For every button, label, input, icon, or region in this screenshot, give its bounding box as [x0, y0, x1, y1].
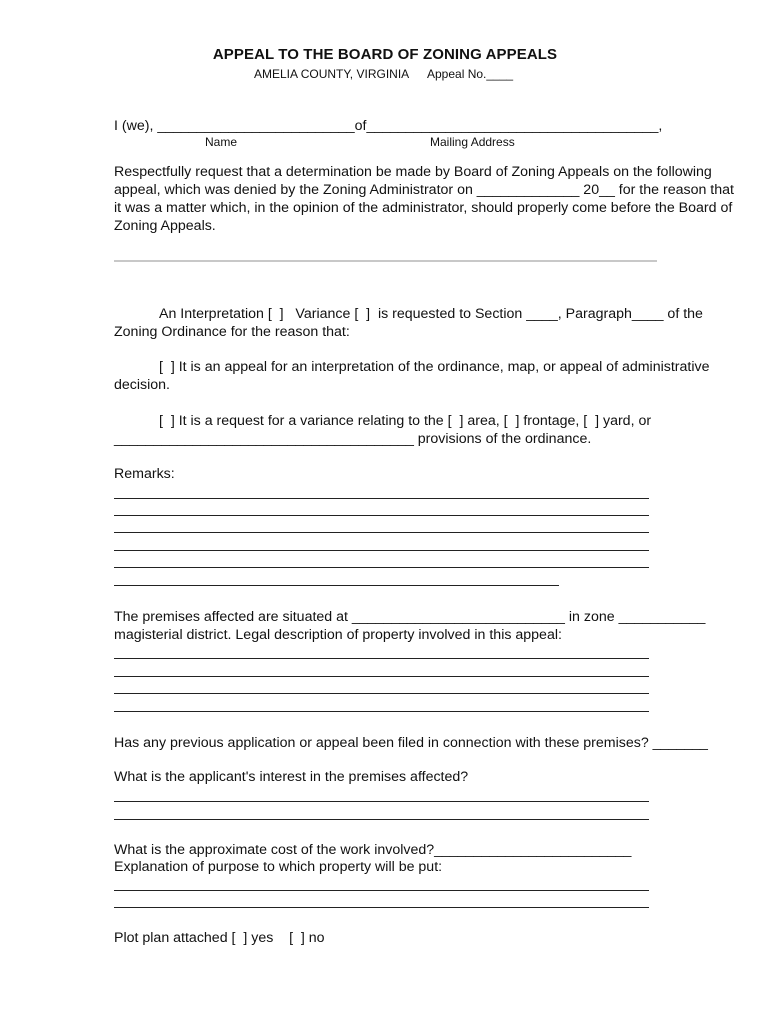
option-interpretation-line-2: decision. [114, 377, 170, 393]
option-variance-line-1: [ ] It is a request for a variance relating to the [ ] area, [ ] frontage, [ ] yard, or [159, 413, 652, 429]
purpose-blank-line [114, 890, 649, 891]
legal-description-blank-line [114, 676, 649, 677]
request-line-3: it was a matter which, in the opinion of the administrator, should properly come before the Board of [114, 200, 733, 216]
premises-line-2: magisterial district. Legal description of property involved in this appeal: [114, 627, 562, 643]
previous-application-question: Has any previous application or appeal been filed in connection with these premises? _______ [114, 735, 708, 751]
interest-blank-line [114, 819, 649, 820]
county-subtitle: AMELIA COUNTY, VIRGINIA [254, 67, 410, 81]
remarks-label: Remarks: [114, 466, 175, 482]
applicant-line: I (we), _________________________of_____________________________________, [114, 118, 663, 134]
request-line-2: appeal, which was denied by the Zoning Administrator on _____________ 20__ for the reason that [114, 182, 734, 198]
name-caption: Name [205, 135, 238, 149]
section-separator [114, 260, 657, 262]
plot-plan-line: Plot plan attached [ ] yes [ ] no [114, 930, 325, 946]
request-line-4: Zoning Appeals. [114, 218, 216, 234]
remarks-blank-line [114, 532, 649, 533]
remarks-blank-line [114, 498, 649, 499]
form-title: APPEAL TO THE BOARD OF ZONING APPEALS [212, 46, 558, 63]
cost-question: What is the approximate cost of the work involved?_________________________ [114, 842, 632, 858]
remarks-blank-line [114, 550, 649, 551]
section-line-2: Zoning Ordinance for the reason that: [114, 324, 350, 340]
legal-description-blank-line [114, 711, 649, 712]
remarks-blank-line [114, 515, 649, 516]
remarks-blank-line [114, 585, 559, 586]
request-line-1: Respectfully request that a determination be made by Board of Zoning Appeals on the following [114, 164, 712, 180]
purpose-blank-line [114, 907, 649, 908]
legal-description-blank-line [114, 658, 649, 659]
section-line-1: An Interpretation [ ] Variance [ ] is requested to Section ____, Paragraph____ of the [159, 306, 703, 322]
premises-line-1: The premises affected are situated at ___________________________ in zone ___________ [114, 609, 706, 625]
remarks-blank-line [114, 567, 649, 568]
purpose-question: Explanation of purpose to which property will be put: [114, 859, 443, 875]
address-caption: Mailing Address [430, 135, 515, 149]
option-variance-line-2: ______________________________________ provisions of the ordinance. [114, 431, 592, 447]
appeal-number: Appeal No.____ [427, 67, 514, 81]
applicant-interest-question: What is the applicant's interest in the premises affected? [114, 769, 469, 785]
legal-description-blank-line [114, 693, 649, 694]
option-interpretation-line-1: [ ] It is an appeal for an interpretation of the ordinance, map, or appeal of administrative [159, 359, 710, 375]
interest-blank-line [114, 801, 649, 802]
